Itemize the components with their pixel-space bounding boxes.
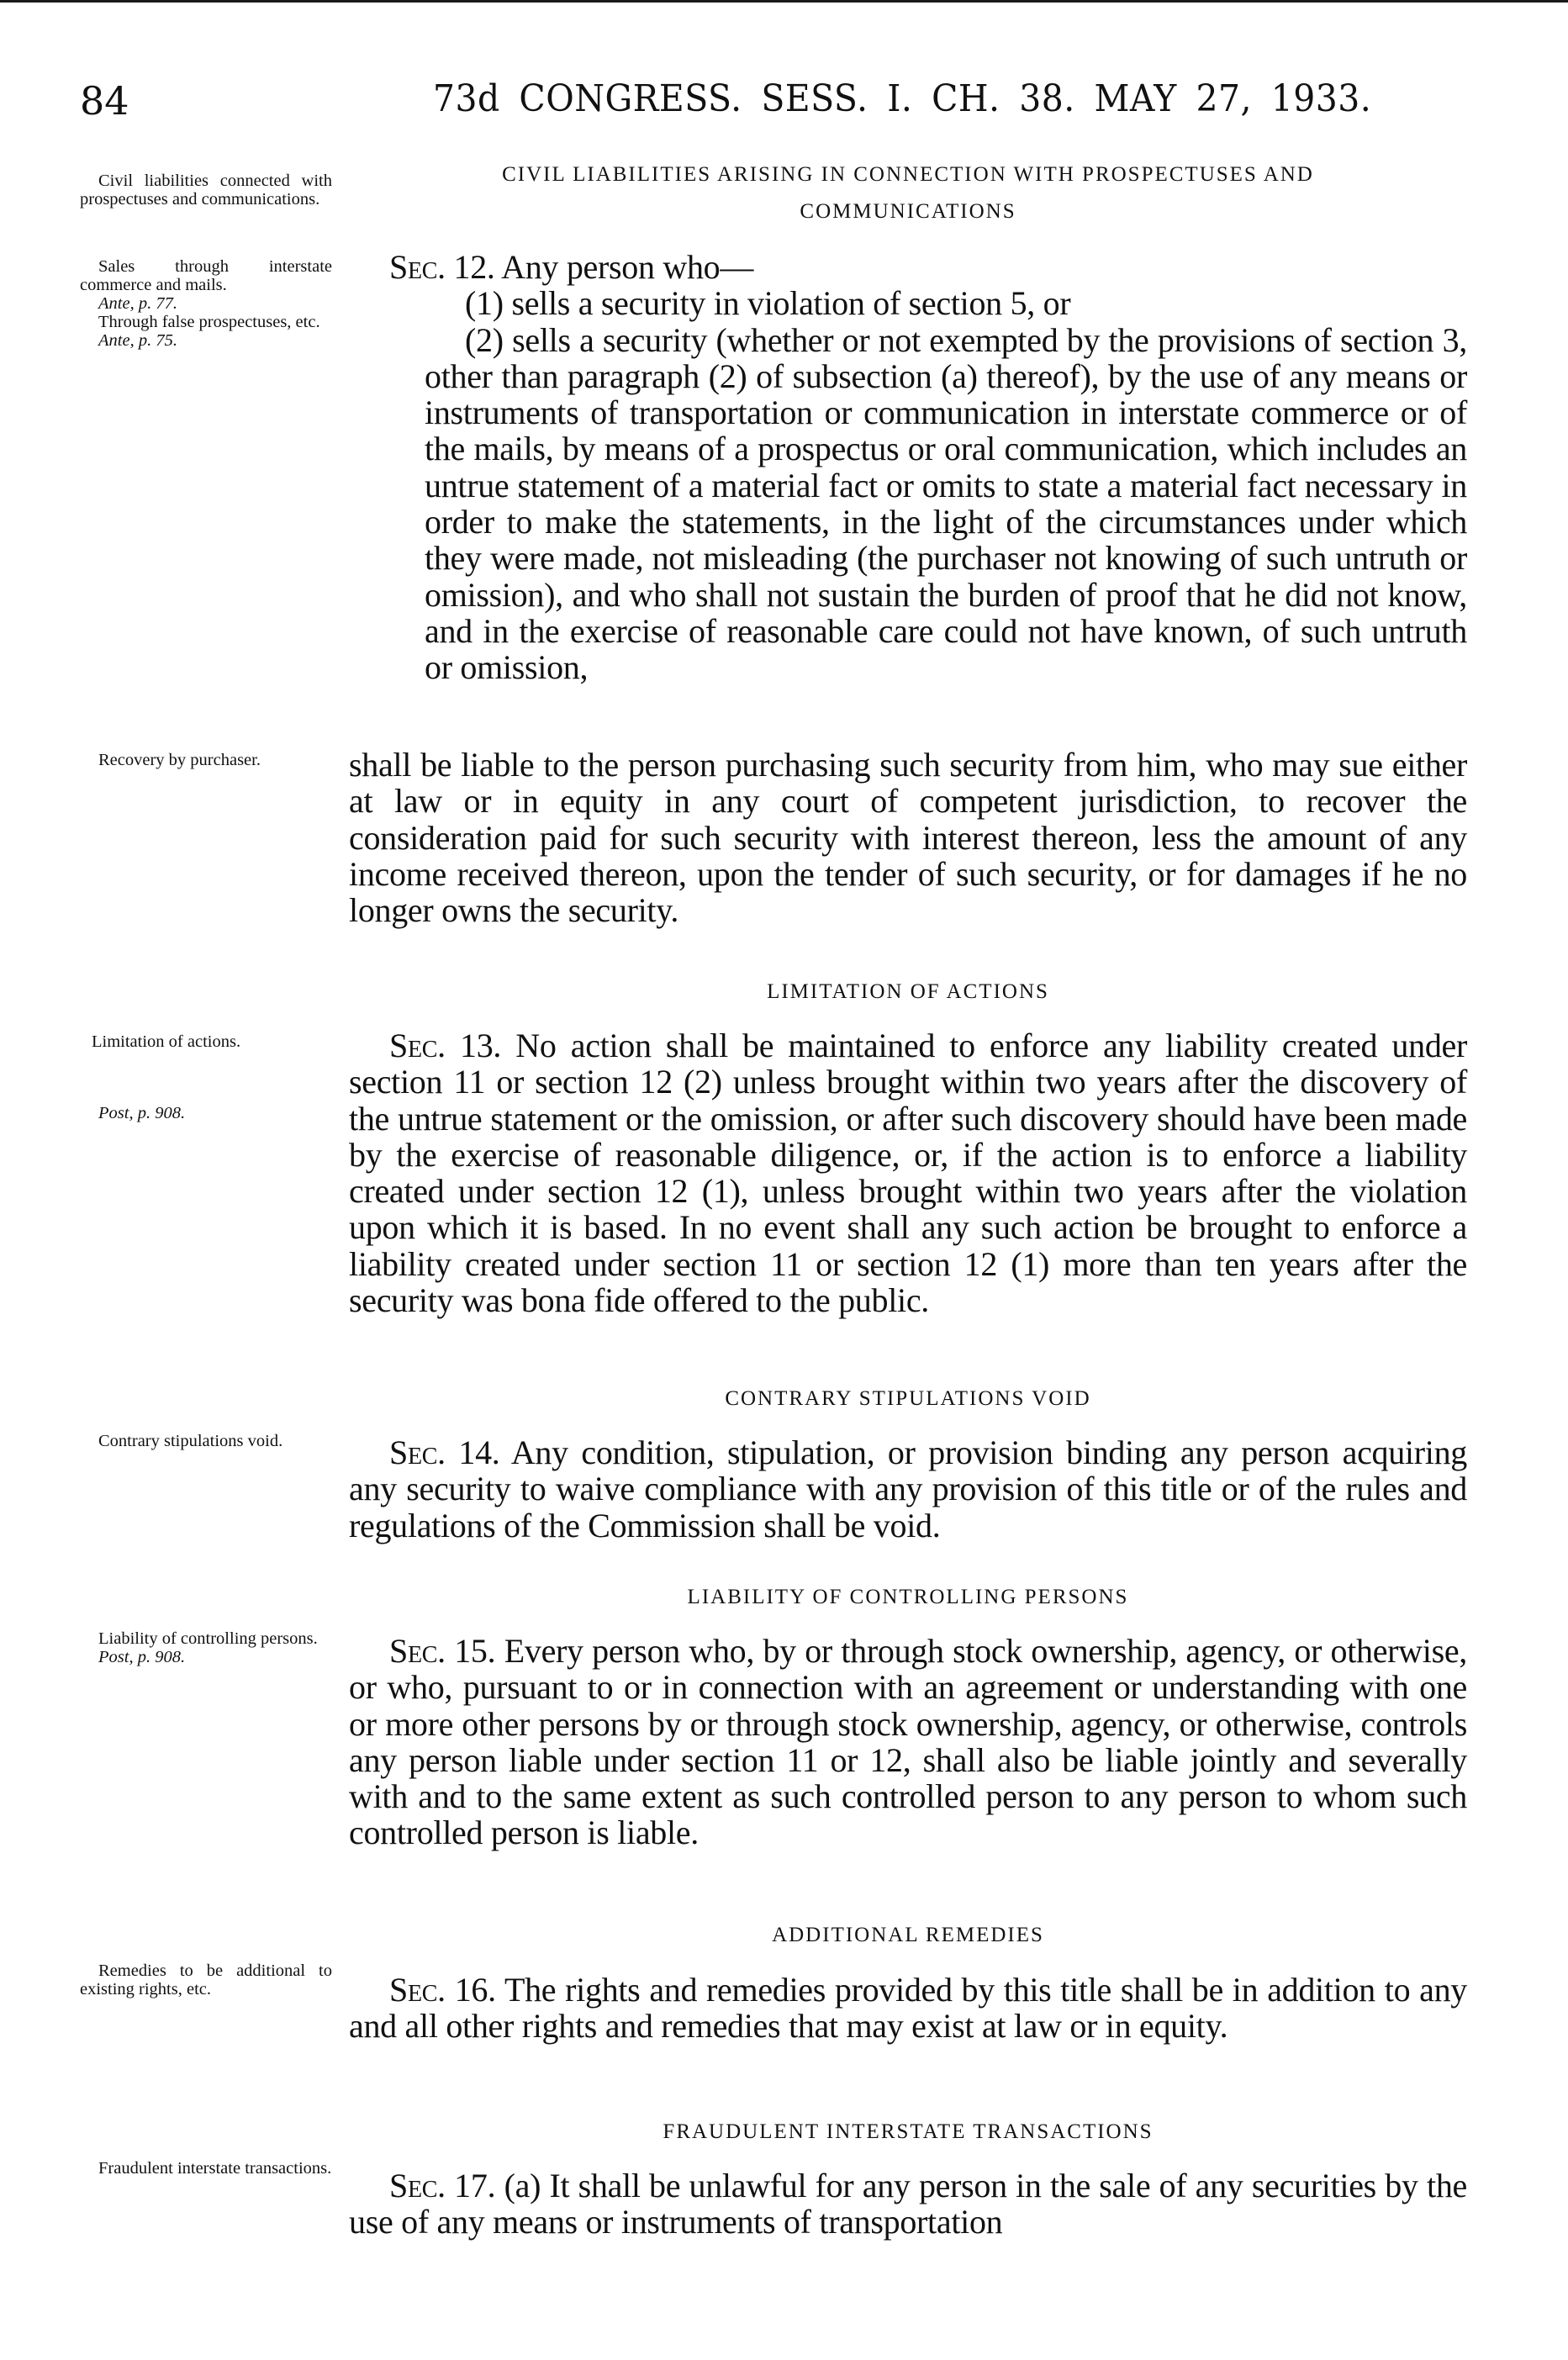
section-12-intro: Sec. 12. Any person who— [389,248,754,286]
section-12-label: Sec. 12. [389,248,495,286]
section-16-label: Sec. 16. [389,1971,496,2009]
section-12-item-1: (1) sells a security in violation of section 5, or [465,284,1071,323]
margin-note-ante-77: Ante, p. 77. [98,294,177,313]
section-14 [349,1434,1467,1544]
margin-note-post-908-b: Post, p. 908. [98,1648,186,1666]
section-15 [349,1633,1467,1851]
section-12-conclusion: shall be liable to the person purchasing such security from him, who may sue either at law or in equity in any court of competent jurisdiction, to recover the consideration paid for such security with interest thereon, less the amount of any income received thereon, upon the tender of such security, or for damages if he no longer owns the security. [349,746,1467,930]
running-head: 73d CONGRESS. SESS. I. CH. 38. MAY 27, 1933. [433,77,1372,120]
section-17 [349,2167,1467,2241]
margin-note-controlling: Liability of controlling persons. Post, p. 908. [80,1629,332,1666]
margin-note-recovery: Recovery by purchaser. [98,751,261,769]
margin-note-sales-interstate: Sales through interstate commerce and mails. Ante, p. 77. Through false prospectuses, etc. Ante, p. 75. [80,257,332,350]
page-number: 84 [80,78,129,124]
margin-note-civil-liabilities: Civil liabilities connected with prospectuses and communications. [80,172,332,209]
margin-note-remedies: Remedies to be additional to existing rights, etc. [80,1961,332,1998]
section-13-label: Sec. 13. [389,1027,502,1064]
section-14-text: Any condition, stipulation, or provision binding any person acquiring any security to waive compliance with any provision of this title or of the rules and regulations of the Commission shall be void. [349,1433,1467,1544]
section-heading-controlling: LIABILITY OF CONTROLLING PERSONS [687,1586,1129,1608]
page-top-border [0,0,1568,3]
section-heading-fraudulent: FRAUDULENT INTERSTATE TRANSACTIONS [663,2120,1154,2143]
margin-note-post-908-a: Post, p. 908. [98,1104,186,1122]
section-16-text: The rights and remedies provided by this title shall be in addition to any and all other rights and remedies that may exist at law or in equity. [349,1971,1467,2046]
section-13 [349,1027,1467,1318]
section-17-label: Sec. 17. [389,2167,496,2204]
section-14-label: Sec. 14. [389,1433,500,1471]
section-heading-additional-remedies: ADDITIONAL REMEDIES [772,1924,1044,1946]
section-heading-communications: COMMUNICATIONS [800,200,1016,223]
section-heading-contrary: CONTRARY STIPULATIONS VOID [725,1387,1091,1410]
section-12-item-2: (2) sells a security (whether or not exempted by the provisions of section 3, other than paragraph (2) of subsection (a) thereof), by the use of any means or instruments of transportation or communication in interstate commerce or of the mails, by means of a prospectus or oral communication, which includes an untrue statement of a material fact or omits to state a material fact necessary in order to make the statements, in the light of the circumstances under which they were made, not misleading (the purchaser not knowing of such untruth or omission), and who shall not sustain the burden of proof that he did not know, and in the exercise of reasonable care could not have known, of such untruth or omission, [425,320,1467,687]
section-16 [349,1972,1467,2045]
margin-note-fraudulent: Fraudulent interstate transactions. [98,2159,332,2178]
margin-note-limitation: Limitation of actions. [92,1032,241,1051]
section-12 [349,249,1467,686]
margin-note-false-prospectuses: Through false prospectuses, etc. [98,313,320,331]
section-heading-civil-liabilities: CIVIL LIABILITIES ARISING IN CONNECTION WITH PROSPECTUSES AND [502,163,1314,186]
section-heading-limitation: LIMITATION OF ACTIONS [767,980,1049,1003]
margin-note-ante-75: Ante, p. 75. [98,331,177,350]
section-17-text: (a) It shall be unlawful for any person in the sale of any securities by the use of any means or instruments of transportation [349,2167,1467,2241]
section-13-text: No action shall be maintained to enforce any liability created under section 11 or section 12 (2) unless brought within two years after the discovery of the untrue statement or the omission, or after such discovery should have been made by the exercise of reasonable diligence, or, if the action is to enforce a liability created under section 12 (1), unless brought within two years after the violation upon which it is based. In no event shall any such action be brought to enforce a liability created under section 11 or section 12 (1) more than ten years after the security was bona fide offered to the public. [349,1027,1468,1320]
section-15-label: Sec. 15. [389,1632,496,1670]
section-15-text: Every person who, by or through stock ownership, agency, or otherwise, or who, pursuant to or in connection with an agreement or understanding with one or more other persons by or through stock ownership, agency, or otherwise, controls any person liable under section 11 or 12, shall also be liable jointly and severally with and to the same extent as such controlled person to any person to whom such controlled person is liable. [349,1632,1468,1852]
margin-note-contrary: Contrary stipulations void. [98,1432,283,1450]
